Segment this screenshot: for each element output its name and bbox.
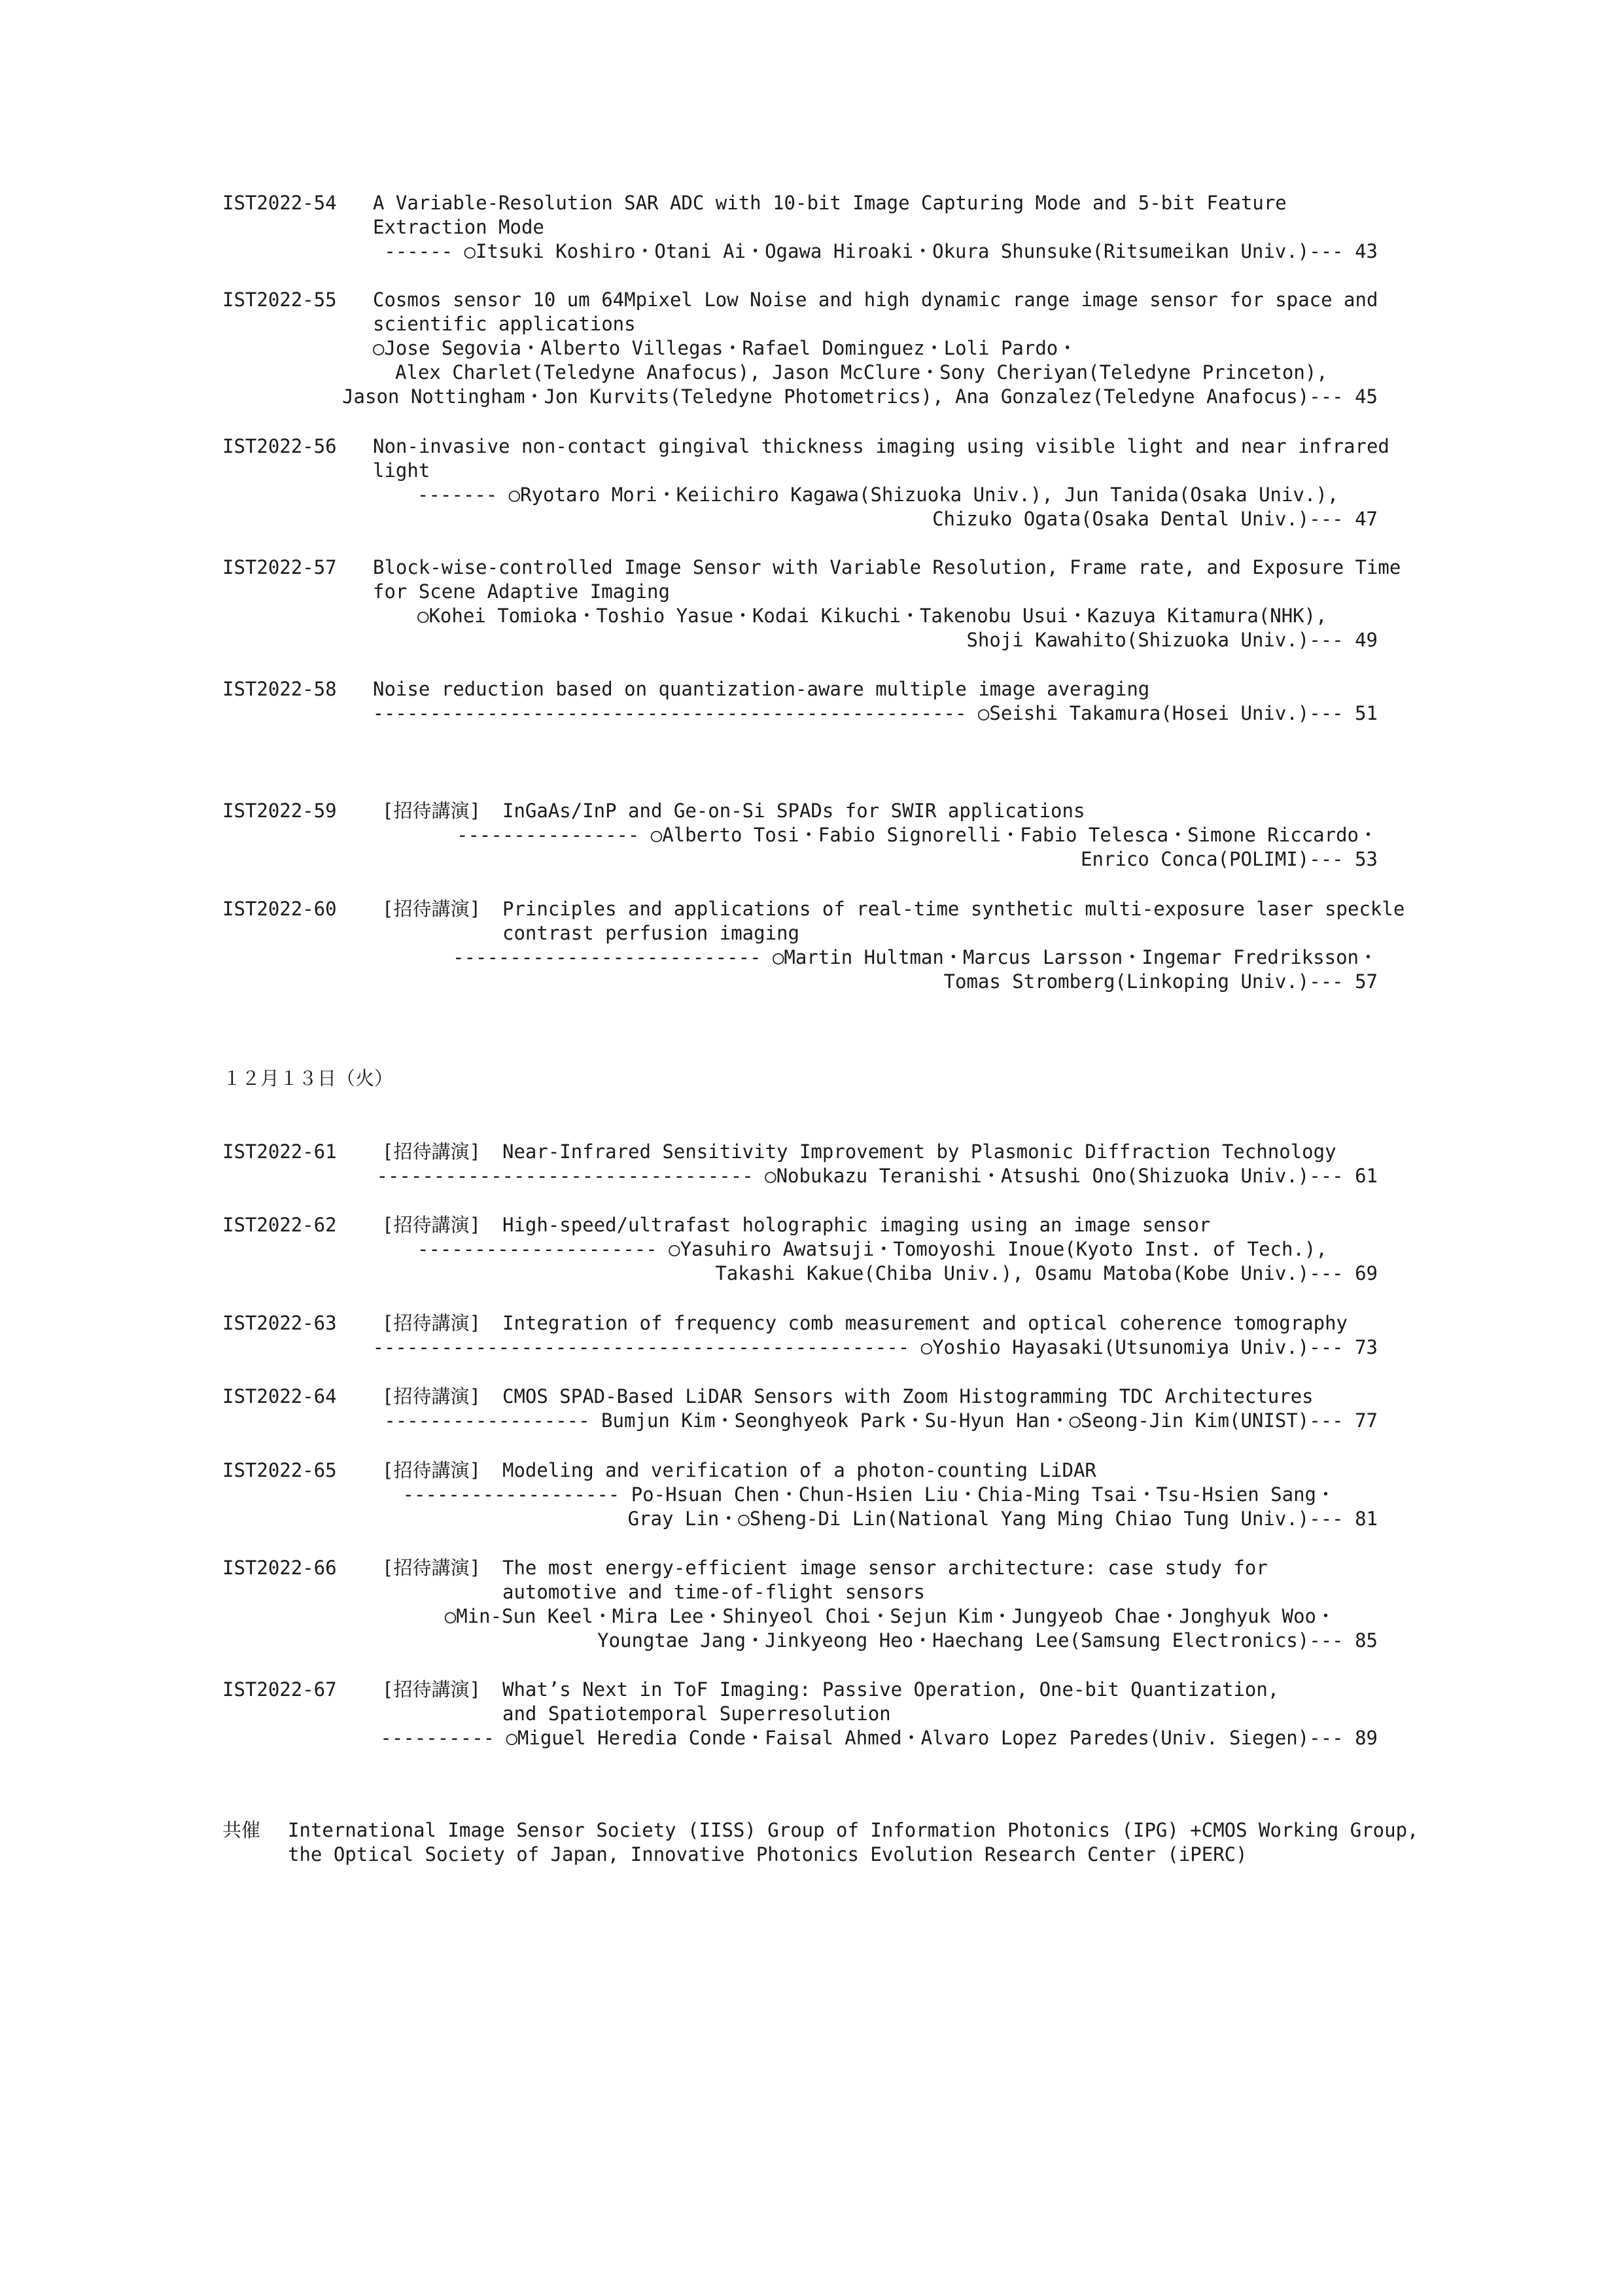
invited-talk-tag: [招待講演] — [382, 1214, 481, 1236]
entry-authors: --------------------- ○Yasuhiro Awatsuji・Tomoyoshi Inoue(Kyoto Inst. of Tech.), — [417, 1238, 1327, 1260]
entry-title: contrast perfusion imaging — [502, 922, 799, 944]
invited-talk-tag: [招待講演] — [382, 1678, 481, 1701]
entry-title: Noise reduction based on quantization-aware multiple image averaging — [373, 678, 1150, 700]
entry-title: The most energy-efficient image sensor architecture: case study for — [502, 1557, 1268, 1579]
entry-title: and Spatiotemporal Superresolution — [502, 1703, 891, 1725]
entry-authors: Gray Lin・○Sheng-Di Lin(National Yang Ming Chiao Tung Univ.)--- 81 — [627, 1508, 1378, 1530]
entry-authors: ------------------ Bumjun Kim・Seonghyeok Park・Su-Hyun Han・○Seong-Jin Kim(UNIST)--- 77 — [384, 1409, 1378, 1432]
invited-talk-tag: [招待講演] — [382, 1140, 481, 1163]
entry-id: IST2022-55 — [222, 289, 337, 311]
entry-title: Integration of frequency comb measurement and optical coherence tomography — [502, 1312, 1348, 1334]
invited-talk-tag: [招待講演] — [382, 898, 481, 920]
invited-talk-tag: [招待講演] — [382, 800, 481, 822]
entry-id: IST2022-61 — [222, 1140, 337, 1163]
entry-authors: Alex Charlet(Teledyne Anafocus), Jason McClure・Sony Cheriyan(Teledyne Princeton), — [395, 361, 1328, 383]
entry-id: IST2022-59 — [222, 800, 337, 822]
entry-authors: Shoji Kawahito(Shizuoka Univ.)--- 49 — [966, 629, 1378, 651]
entry-title: Extraction Mode — [373, 216, 544, 238]
invited-talk-tag: [招待講演] — [382, 1459, 481, 1481]
entry-authors: --------------------------------- ○Nobukazu Teranishi・Atsushi Ono(Shizuoka Univ.)--- 61 — [376, 1165, 1378, 1187]
entry-authors: ○Min-Sun Keel・Mira Lee・Shinyeol Choi・Sejun Kim・Jungyeob Chae・Jonghyuk Woo・ — [444, 1605, 1335, 1627]
entry-authors: --------------------------- ○Martin Hultman・Marcus Larsson・Ingemar Fredriksson・ — [453, 946, 1378, 968]
entry-title: Principles and applications of real-time synthetic multi-exposure laser speckle — [502, 898, 1405, 920]
invited-talk-tag: [招待講演] — [382, 1385, 481, 1407]
date-heading: １２月１３日（火） — [222, 1067, 394, 1089]
entry-title: scientific applications — [373, 313, 636, 335]
entry-title: Cosmos sensor 10 um 64Mpixel Low Noise and high dynamic range image sensor for space and — [373, 289, 1378, 311]
entry-title: What’s Next in ToF Imaging: Passive Operation, One-bit Quantization, — [502, 1678, 1280, 1701]
entry-authors: ○Kohei Tomioka・Toshio Yasue・Kodai Kikuchi・Takenobu Usui・Kazuya Kitamura(NHK), — [417, 605, 1327, 627]
entry-id: IST2022-56 — [222, 435, 337, 457]
entry-authors: ------------------- Po-Hsuan Chen・Chun-Hsien Liu・Chia-Ming Tsai・Tsu-Hsien Sang・ — [402, 1483, 1335, 1506]
entry-title: for Scene Adaptive Imaging — [373, 580, 670, 603]
entry-authors: ------- ○Ryotaro Mori・Keiichiro Kagawa(Shizuoka Univ.), Jun Tanida(Osaka Univ.), — [417, 484, 1339, 506]
entry-title: light — [373, 459, 430, 482]
entry-id: IST2022-60 — [222, 898, 337, 920]
invited-talk-tag: [招待講演] — [382, 1557, 481, 1579]
entry-authors: Takashi Kakue(Chiba Univ.), Osamu Matoba(Kobe Univ.)--- 69 — [715, 1262, 1378, 1284]
entry-authors: Chizuko Ogata(Osaka Dental Univ.)--- 47 — [932, 508, 1378, 530]
entry-id: IST2022-57 — [222, 556, 337, 578]
entry-id: IST2022-67 — [222, 1678, 337, 1701]
entry-title: InGaAs/InP and Ge-on-Si SPADs for SWIR applications — [502, 800, 1085, 822]
entry-authors: ---------------------------------------------------- ○Seishi Takamura(Hosei Univ.)--- 51 — [372, 702, 1378, 724]
entry-title: CMOS SPAD-Based LiDAR Sensors with Zoom Histogramming TDC Architectures — [502, 1385, 1314, 1407]
invited-talk-tag: [招待講演] — [382, 1312, 481, 1334]
entry-authors: ---------------- ○Alberto Tosi・Fabio Signorelli・Fabio Telesca・Simone Riccardo・ — [456, 824, 1378, 846]
entry-title: High-speed/ultrafast holographic imaging using an image sensor — [502, 1214, 1211, 1236]
entry-id: IST2022-54 — [222, 192, 337, 214]
entry-title: Near-Infrared Sensitivity Improvement by Plasmonic Diffraction Technology — [502, 1140, 1336, 1163]
entry-authors: ----------------------------------------------- ○Yoshio Hayasaki(Utsunomiya Univ.)--- 73 — [372, 1336, 1378, 1358]
entry-id: IST2022-63 — [222, 1312, 337, 1334]
entry-id: IST2022-66 — [222, 1557, 337, 1579]
entry-id: IST2022-64 — [222, 1385, 337, 1407]
entry-authors: Enrico Conca(POLIMI)--- 53 — [1081, 848, 1378, 870]
entry-id: IST2022-58 — [222, 678, 337, 700]
entry-title: A Variable-Resolution SAR ADC with 10-bit Image Capturing Mode and 5-bit Feature — [373, 192, 1287, 214]
cosponsor-text: the Optical Society of Japan, Innovative Photonics Evolution Research Center (iPERC) — [288, 1843, 1248, 1865]
cosponsor-text: International Image Sensor Society (IISS) Group of Information Photonics (IPG) +CMOS Working Group, — [288, 1819, 1419, 1841]
cosponsor-label: 共催 — [222, 1819, 261, 1841]
entry-title: automotive and time-of-flight sensors — [502, 1581, 926, 1603]
entry-authors: ○Jose Segovia・Alberto Villegas・Rafael Dominguez・Loli Pardo・ — [373, 337, 1077, 359]
entry-authors: Jason Nottingham・Jon Kurvits(Teledyne Photometrics), Ana Gonzalez(Teledyne Anafocus)--- 45 — [342, 385, 1378, 408]
entry-authors: Tomas Stromberg(Linkoping Univ.)--- 57 — [943, 970, 1378, 993]
entry-authors: ---------- ○Miguel Heredia Conde・Faisal Ahmed・Alvaro Lopez Paredes(Univ. Siegen)--- 89 — [380, 1727, 1378, 1749]
entry-title: Modeling and verification of a photon-counting LiDAR — [502, 1459, 1096, 1481]
entry-id: IST2022-65 — [222, 1459, 337, 1481]
entry-title: Non-invasive non-contact gingival thickness imaging using visible light and near infrared — [373, 435, 1389, 457]
entry-authors: ------ ○Itsuki Koshiro・Otani Ai・Ogawa Hiroaki・Okura Shunsuke(Ritsumeikan Univ.)--- 43 — [384, 240, 1378, 262]
entry-id: IST2022-62 — [222, 1214, 337, 1236]
entry-authors: Youngtae Jang・Jinkyeong Heo・Haechang Lee(Samsung Electronics)--- 85 — [597, 1629, 1378, 1651]
entry-title: Block-wise-controlled Image Sensor with Variable Resolution, Frame rate, and Exposure Time — [373, 556, 1401, 578]
